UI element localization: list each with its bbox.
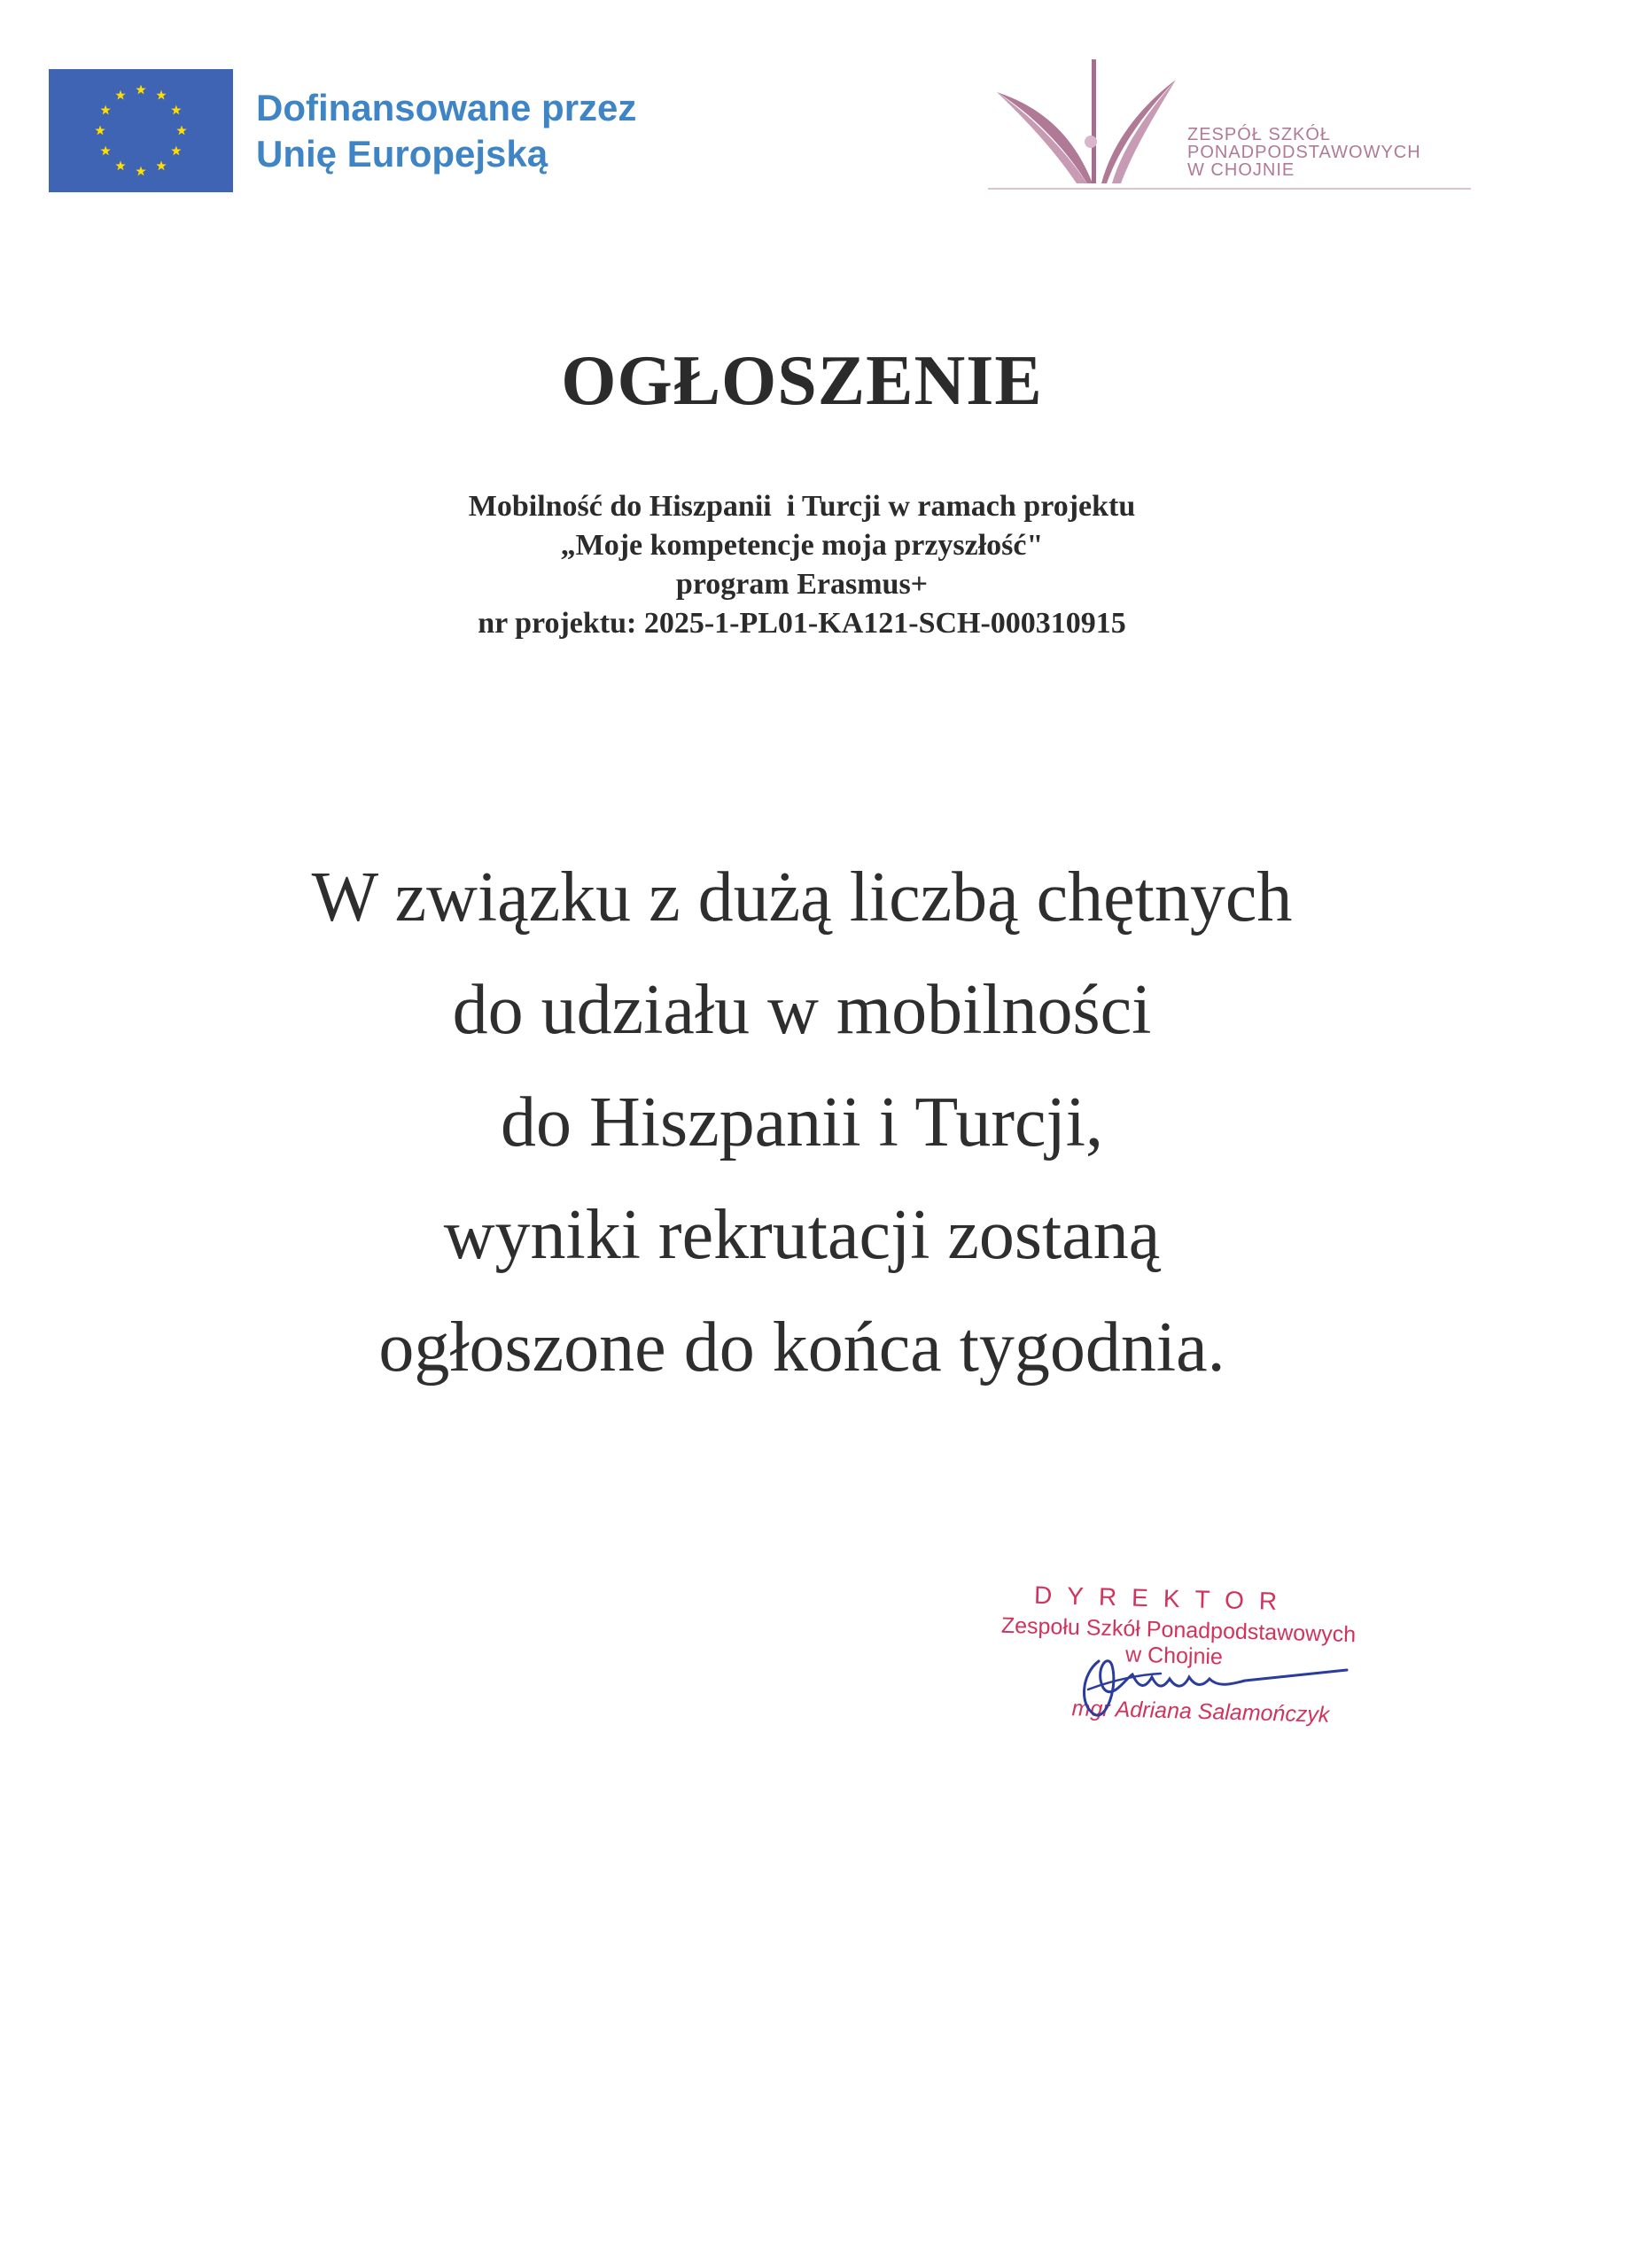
school-logo bbox=[988, 55, 1471, 197]
school-name bbox=[1187, 126, 1421, 179]
school-name-line1: ZESPÓŁ SZKÓŁ bbox=[1187, 125, 1332, 144]
school-logo-divider bbox=[988, 188, 1471, 190]
announcement-body bbox=[0, 842, 1604, 1404]
school-name-line2: PONADPODSTAWOWYCH bbox=[1187, 143, 1421, 162]
eu-funding-line1: Dofinansowane przez bbox=[256, 86, 637, 128]
stamp-title: DYREKTOR bbox=[1033, 1581, 1293, 1616]
project-info-line2: „Moje kompetencje moja przyszłość" bbox=[560, 529, 1044, 562]
school-emblem-icon bbox=[988, 55, 1192, 197]
announcement-line2: do udziału w mobilności bbox=[452, 971, 1152, 1049]
stamp-director-name: mgr Adriana Salamończyk bbox=[1071, 1696, 1330, 1728]
announcement-line1: W związku z dużą liczbą chętnych bbox=[311, 858, 1293, 936]
school-name-line3: W CHOJNIE bbox=[1187, 160, 1295, 180]
announcement-line5: ogłoszone do końca tygodnia. bbox=[378, 1309, 1225, 1386]
announcement-line4: wyniki rekrutacji zostaną bbox=[443, 1196, 1161, 1274]
project-info-line3: program Erasmus+ bbox=[675, 568, 929, 601]
eu-funding-line2: Unię Europejską bbox=[256, 132, 548, 175]
announcement-line3: do Hiszpanii i Turcji, bbox=[500, 1084, 1104, 1161]
eu-funding-logo bbox=[49, 69, 636, 192]
stamp-town-line: w Chojnie bbox=[1124, 1642, 1224, 1670]
eu-funding-text bbox=[256, 85, 636, 177]
handwritten-signature bbox=[1063, 1635, 1356, 1732]
project-info bbox=[0, 487, 1604, 643]
stamp-school-line: Zespołu Szkół Ponadpodstawowych bbox=[1000, 1612, 1357, 1648]
project-info-line4: nr projektu: 2025-1-PL01-KA121-SCH-000310915 bbox=[478, 607, 1126, 640]
eu-flag-icon bbox=[49, 69, 233, 192]
page-title: OGŁOSZENIE bbox=[561, 342, 1043, 420]
project-info-line1: Mobilność do Hiszpanii i Turcji w ramach projektu bbox=[468, 490, 1136, 523]
